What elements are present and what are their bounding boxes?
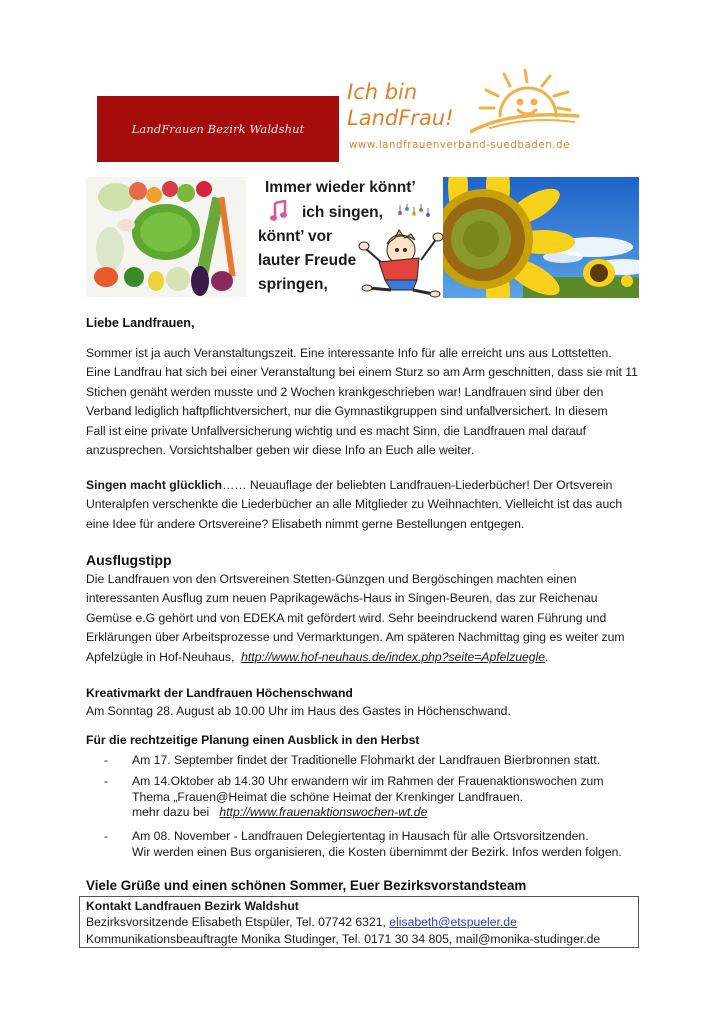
text-line: Stichen genäht werden musste und 2 Wochen krankgeschrieben war! Landfrauen sind über den (86, 384, 604, 399)
text-punct: . (545, 649, 549, 664)
text-line: Thema „Frauen@Heimat die schöne Heimat der Krenkinger Landfrauen. (132, 789, 524, 804)
vegetables-photo (86, 177, 246, 297)
herbst-title: Für die rechtzeitige Planung einen Ausblick in den Herbst (86, 733, 420, 747)
text-line: Erklärungen über Arbeitsprozesse und Vermarktungen. Am späteren Nachmittag ging es weiter zum (86, 630, 625, 645)
logo-line2: LandFrau! (347, 106, 454, 130)
bullet-dash: - (104, 774, 109, 788)
text-line: Wir werden einen Bus organisieren, die Kosten übernimmt der Bezirk. Infos werden folgen. (132, 844, 622, 859)
text-line: Unteralpfen verschenkte die Liederbücher an alle Mitglieder zu Weihnachten. Vielleicht ist das auch (86, 497, 623, 512)
logo-url: www.landfrauenverband-suedbaden.de (349, 140, 571, 151)
greeting: Liebe Landfrauen, (86, 316, 195, 330)
hof-neuhaus-link[interactable]: http://www.hof-neuhaus.de/index.php?seite=Apfelzuegle (241, 649, 546, 664)
text-line: interessanten Ausflug zum neuen Paprikagewächs-Haus in Singen-Beuren, das zur Reichenau (86, 591, 598, 606)
text-line: Apfelzügle in Hof-Neuhaus, (86, 649, 242, 664)
song-line: könnt’ vor (258, 228, 333, 245)
colorful-notes-icon (397, 203, 435, 219)
song-line: springen, (258, 276, 328, 293)
text-line: Gemüse e.G gehört und von EDEKA mit gefördert wird. Sehr beeindruckend waren Führung und (86, 610, 607, 625)
herbst-item (132, 829, 652, 860)
text-line: Sommer ist ja auch Veranstaltungszeit. Eine interessante Info für alle erreicht uns aus Lottstetten. (86, 346, 612, 360)
text-line: Eine Landfrau hat sich bei einer Veranstaltung bei einem Sturz so am Arm geschnitten, dass sie mit 11 (86, 365, 638, 380)
contact-title: Kontakt Landfrauen Bezirk Waldshut (86, 899, 299, 913)
text-line: Am 17. September findet der Traditionelle Flohmarkt der Landfrauen Bierbronnen statt. (132, 753, 601, 767)
text-line: eine Idee für andere Ortsvereine? Elisabeth nimmt gerne Bestellungen entgegen. (86, 516, 525, 531)
contact-line: Kommunikationsbeauftragte Monika Studinger, Tel. 0171 30 34 805, mail@monika-studinger.de (86, 931, 601, 946)
music-note-icon (270, 200, 288, 222)
song-line: ich singen, (302, 204, 383, 221)
logo-line1: Ich bin (347, 80, 418, 104)
intro-paragraph (86, 344, 646, 460)
text-line: Am 14.Oktober ab 14.30 Uhr erwandern wir im Rahmen der Frauenaktionswochen zum (132, 774, 604, 788)
banner-text: LandFrauen Bezirk Waldshut (131, 122, 305, 136)
email-link[interactable]: elisabeth@etspueler.de (389, 915, 517, 930)
text-line: anzusprechen. Vorsichtshalber geben wir diese Info an Euch alle weiter. (86, 443, 475, 458)
text-line: Die Landfrauen von den Ortsvereinen Stetten-Günzgen und Bergöschingen machten einen (86, 572, 577, 586)
song-line: Immer wieder könnt’ (265, 179, 416, 196)
kreativmarkt-title: Kreativmarkt der Landfrauen Höchenschwand (86, 686, 353, 700)
text-line: Fall ist eine private Unfallversicherung wichtig und es macht Sinn, die Landfrauen mal darauf (86, 423, 586, 438)
kreativmarkt-text: Am Sonntag 28. August ab 10.00 Uhr im Haus des Gastes in Höchenschwand. (86, 704, 511, 718)
contact-line: Bezirksvorsitzende Elisabeth Etspüler, Tel. 07742 6321, (86, 915, 390, 930)
district-banner (97, 96, 339, 162)
closing-line: Viele Grüße und einen schönen Sommer, Euer Bezirksvorstandsteam (86, 878, 527, 893)
singen-paragraph (86, 476, 646, 534)
herbst-item (132, 774, 652, 821)
jumping-boy-illustration (355, 228, 445, 298)
contact-box (79, 896, 639, 948)
bullet-dash: - (104, 753, 109, 767)
song-line: lauter Freude (258, 252, 357, 269)
sunflower-photo (443, 177, 639, 298)
text-line: Am 08. November - Landfrauen Delegiertentag in Hausach für alle Ortsvorsitzenden. (132, 829, 589, 843)
text-line: …… Neuauflage der beliebten Landfrauen-Liederbücher! Der Ortsverein (222, 478, 613, 492)
herbst-item (132, 753, 652, 769)
bullet-dash: - (104, 829, 109, 843)
smiling-sun-icon (470, 66, 580, 136)
ausflug-paragraph (86, 570, 646, 667)
ausflug-title: Ausflugstipp (86, 552, 172, 568)
text-line: mehr dazu bei (132, 805, 220, 820)
singen-title: Singen macht glücklich (86, 478, 223, 492)
text-line: Verband lediglich haftpflichtversichert, nur die Gymnastikgruppen sind unfallversichert. In diesem (86, 404, 608, 419)
frauenaktionswochen-link[interactable]: http://www.frauenaktionswochen-wt.de (219, 805, 428, 820)
